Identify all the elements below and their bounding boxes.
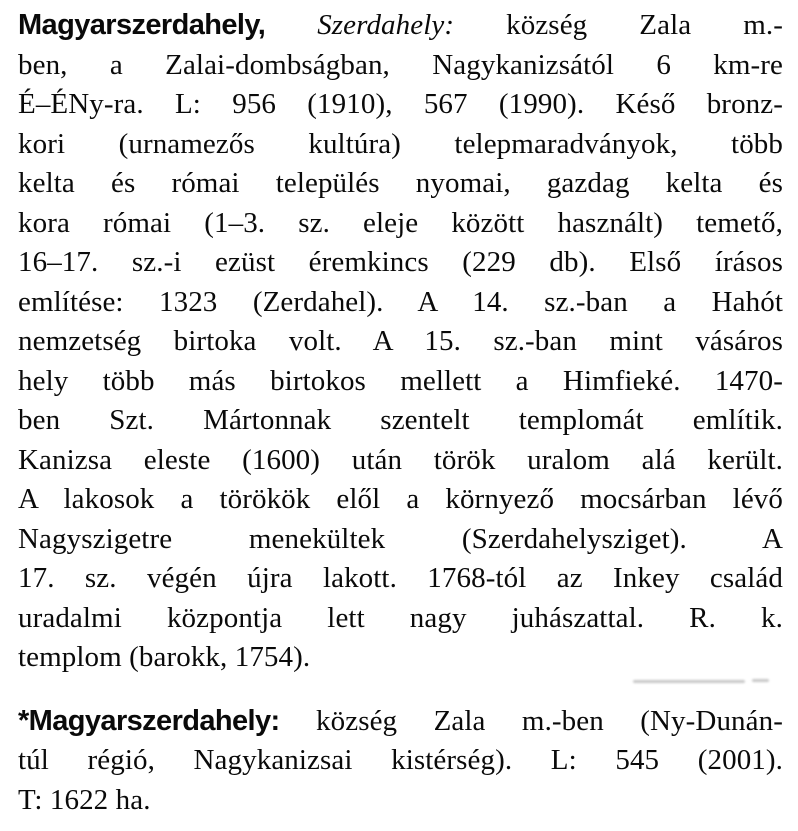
entry-variant-italic: Szerdahely: <box>317 9 455 41</box>
text-line: T: 1622 ha. <box>18 783 151 816</box>
text-line: említése: 1323 (Zerdahel). A 14. sz.-ban a Hahót <box>18 285 783 318</box>
text-line: ben, a Zalai-dombságban, Nagykanizsától 6 km-re <box>18 48 783 81</box>
text-line: kori (urnamezős kultúra) telepmaradványok, több <box>18 127 783 160</box>
text-line: ben Szt. Mártonnak szentelt templomát említik. <box>18 404 783 436</box>
text-line <box>18 6 783 46</box>
text-line: kora római (1–3. sz. eleje között használt) temető, <box>18 206 783 239</box>
text-line <box>18 702 783 742</box>
line-text: község Zala m.- <box>506 9 783 41</box>
scan-smudge-artifact <box>633 680 745 683</box>
text-line: Nagyszigetre menekültek (Szerdahelysziget). A <box>18 522 783 555</box>
entry-headword: Magyarszerdahely, <box>18 9 266 41</box>
text-line: É–ÉNy-ra. L: 956 (1910), 567 (1990). Késő bronz- <box>18 88 783 120</box>
scan-smudge-artifact <box>752 679 769 682</box>
entry-headword: *Magyarszerdahely: <box>18 704 280 737</box>
text-line: 17. sz. végén újra lakott. 1768-tól az Inkey család <box>18 562 783 594</box>
text-line: hely több más birtokos mellett a Himfieké. 1470- <box>18 364 783 397</box>
text-line: Kanizsa eleste (1600) után török uralom alá került. <box>18 443 783 476</box>
dictionary-entry-historical <box>18 6 783 678</box>
dictionary-entry-modern <box>18 702 783 821</box>
text-line: túl régió, Nagykanizsai kistérség). L: 545 (2001). <box>18 744 783 776</box>
text-line: nemzetség birtoka volt. A 15. sz.-ban mint vásáros <box>18 325 783 357</box>
text-line: 16–17. sz.-i ezüst éremkincs (229 db). Első írásos <box>18 246 783 278</box>
text-line: kelta és római település nyomai, gazdag kelta és <box>18 167 783 199</box>
text-line: A lakosok a törökök elől a környező mocsárban lévő <box>18 483 783 515</box>
line-text: község Zala m.-ben (Ny-Dunán- <box>316 704 783 737</box>
text-line: uradalmi központja lett nagy juhászattal. R. k. <box>18 601 783 634</box>
text-line: templom (barokk, 1754). <box>18 641 311 673</box>
